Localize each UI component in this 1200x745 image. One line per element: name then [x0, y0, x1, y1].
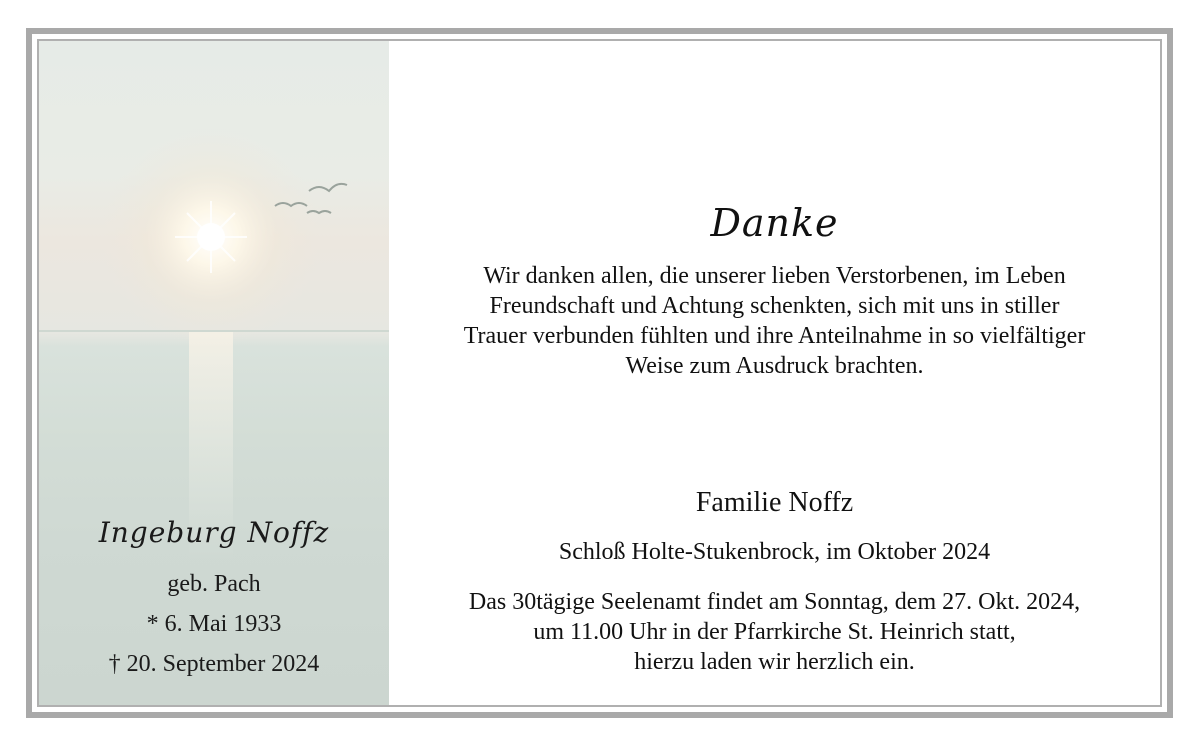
thanks-line: Freundschaft und Achtung schenkten, sich mit uns in stiller: [489, 293, 1060, 319]
notice-content: [389, 41, 1160, 705]
mass-line: um 11.00 Uhr in der Pfarrkirche St. Heinrich statt,: [533, 619, 1016, 645]
thanks-line: Weise zum Ausdruck brachten.: [625, 353, 924, 379]
sunset-sea-panel: [39, 41, 389, 705]
thanks-text: [389, 261, 1160, 381]
maiden-name: geb. Pach: [167, 571, 261, 597]
birth-date: * 6. Mai 1933: [146, 611, 282, 637]
deceased-name: Ingeburg Noffz: [98, 516, 330, 549]
thanks-line: Wir danken allen, die unserer lieben Verstorbenen, im Leben: [483, 263, 1066, 289]
thanks-title: Danke: [710, 201, 839, 245]
death-date: † 20. September 2024: [108, 651, 320, 677]
place-date: Schloß Holte-Stukenbrock, im Oktober 2024: [558, 539, 991, 565]
memorial-mass-info: [389, 587, 1160, 677]
thanks-line: Trauer verbunden fühlten und ihre Anteilnahme in so vielfältiger: [463, 323, 1086, 349]
mass-line: hierzu laden wir herzlich ein.: [634, 649, 915, 675]
sunset-sea-image: [39, 41, 389, 705]
family-signature: Familie Noffz: [695, 487, 854, 518]
mass-line: Das 30tägige Seelenamt findet am Sonntag, dem 27. Okt. 2024,: [468, 589, 1081, 615]
